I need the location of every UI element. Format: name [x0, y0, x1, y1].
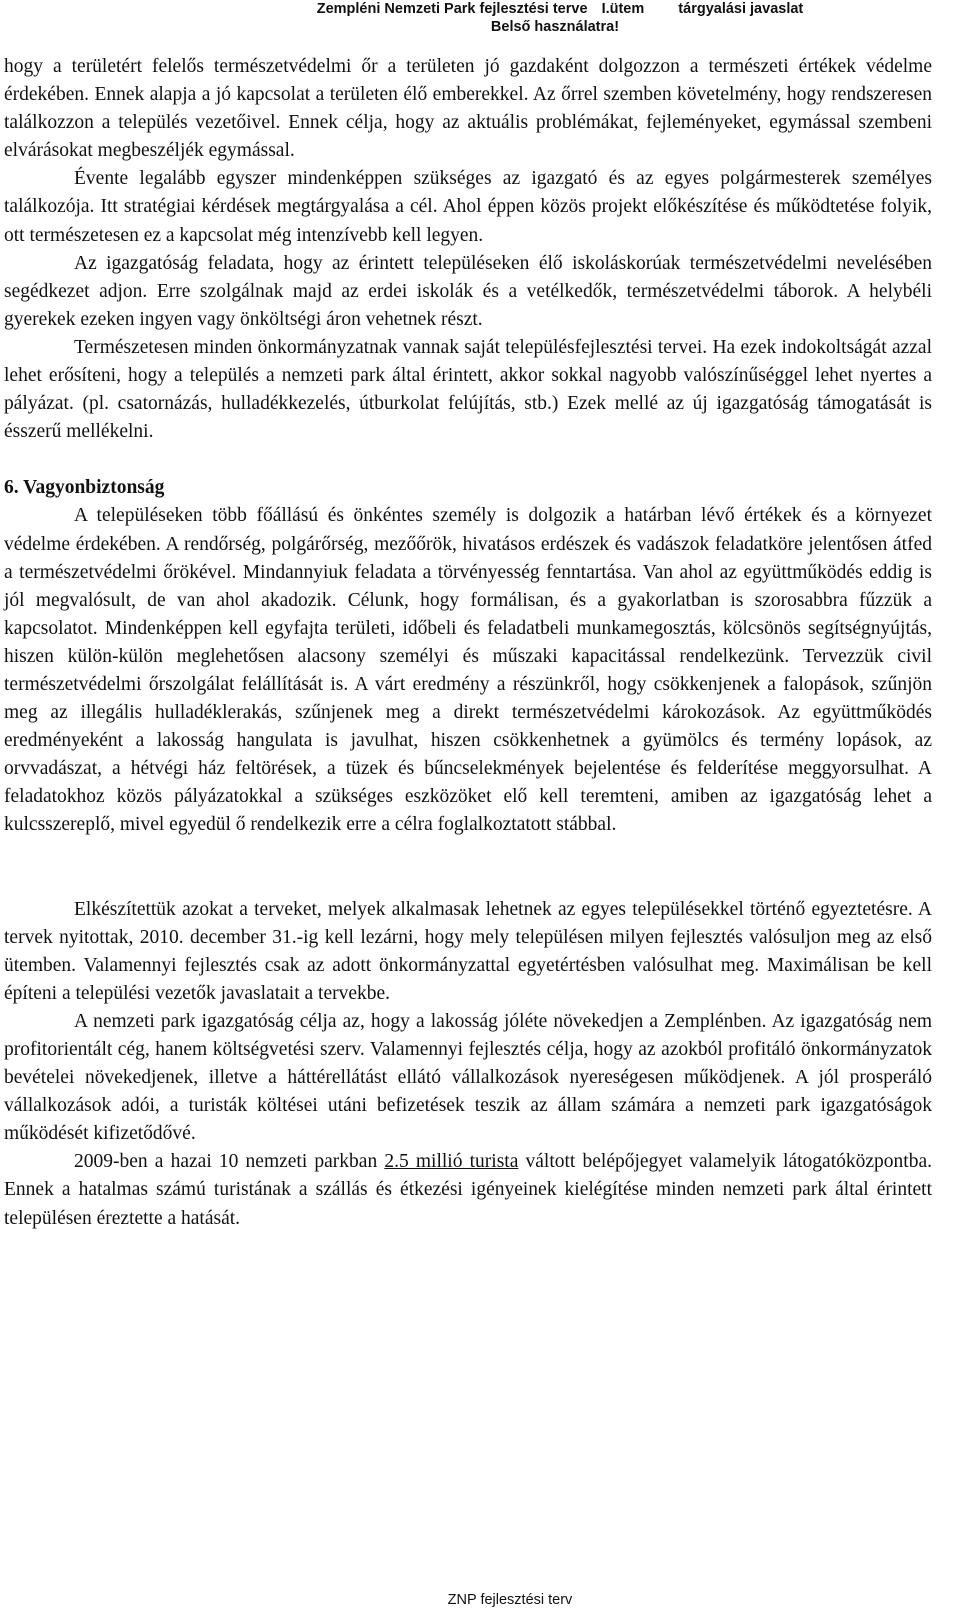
paragraph-1: hogy a területért felelős természetvédelmi őr a területen jó gazdaként dolgozzon a természeti értékek védelme érdekében. Ennek alapja a jó kapcsolat a területen élő emberekkel. Az őrrel szemben követelmény, hogy rendszeresen találkozzon a település vezetőivel. Ennek célja, hogy az aktuális problémákat, fejleményeket, egymással szembeni elvárásokat megbeszéljék egymással.: [4, 56, 932, 162]
header-note: Belső használatra!: [490, 19, 620, 35]
paragraph-2: Évente legalább egyszer mindenképpen szükséges az igazgató és az egyes polgármesterek személyes találkozója. Itt stratégiai kérdések megtárgyalása a cél. Ahol éppen közös projekt előkészítése és működtetése folyik, ott természetesen ez a kapcsolat még intenzívebb kell legyen.: [4, 168, 932, 246]
document-body: [4, 53, 932, 1233]
paragraph-5: A településeken több főállású és önkéntes személy is dolgozik a határban lévő értékek és a környezet védelme érdekében. A rendőrség, polgárőrség, mezőőrök, hivatásos erdészek és vadászok feladatköre jelentősen átfed a természetvédelmi őrökével. Mindannyiuk feladata a törvényesség fenntartása. Van ahol az együttműködés eddig is jól megvalósult, de van ahol akadozik. Célunk, hogy formálisan, és a gyakorlatban is szorosabbra fűzzük a kapcsolatot. Mindenképpen kell egyfajta területi, időbeli és feladatbeli munkamegosztás, kölcsönös segítségnyújtás, hiszen külön-külön meglehetősen alacsony személyi és műszaki kapacitással rendelkezünk. Tervezzük civil természetvédelmi őrszolgálat felállítását is. A várt eredmény a részünkről, hogy csökkenjenek a falopások, szűnjön meg az illegális hulladéklerakás, szűnjenek meg a direkt természetvédelmi károkozások. Az együttműködés eredményeként a lakosság hangulata is javulhat, hiszen csökkenhetnek a gyümölcs és termény lopások, az orvvadászat, a hétvégi ház feltörések, a tüzek és bűncselekmények bejelentése és felderítése meggyorsulhat. A feladatokhoz közös pályázatokkal a szükséges eszközöket elő kell teremteni, amiben az igazgatóság lehet a kulcsszereplő, mivel egyedül ő rendelkezik erre a célra foglalkoztatott stábbal.: [4, 505, 932, 836]
page-footer: ZNP fejlesztési terv: [447, 1592, 573, 1608]
spacer: [4, 840, 932, 896]
paragraph-3: Az igazgatóság feladata, hogy az érintett településeken élő iskoláskorúak természetvédelmi nevelésében segédkezet adjon. Erre szolgálnak majd az erdei iskolák és a vetélkedők, természetvédelmi táborok. A helybéli gyerekek ezeken ingyen vagy önköltségi áron vehetnek részt.: [4, 252, 932, 330]
paragraph-4: Természetesen minden önkormányzatnak vannak saját településfejlesztési tervei. Ha ezek indokoltságát azzal lehet erősíteni, hogy a település a nemzeti park által érintett, akkor sokkal nagyobb valószínűséggel lehet nyertes a pályázat. (pl. csatornázás, hulladékkezelés, útburkolat felújítás, stb.) Ezek mellé az új igazgatóság támogatását is ésszerű mellékelni.: [4, 336, 932, 443]
paragraph-8-start: 2009-ben a hazai 10 nemzeti parkban: [74, 1151, 385, 1173]
paragraph-6: Elkészítettük azokat a terveket, melyek alkalmasak lehetnek az egyes településekkel történő egyeztetésre. A tervek nyitottak, 2010. december 31.-ig kell lezárni, hogy mely településen milyen fejlesztés valósuljon meg az első ütemben. Valamennyi fejlesztés csak az adott önkormányzattal egyetértésben valósulhat meg. Maximálisan be kell építeni a települési vezetők javaslatait a tervekbe.: [4, 898, 932, 1004]
tourist-count-link[interactable]: 2.5 millió turista: [384, 1151, 519, 1173]
header-phase: I.ütem: [601, 1, 645, 17]
paragraph-8: [4, 1148, 932, 1232]
header-type: tárgyalási javaslat: [678, 1, 804, 17]
page-header: [0, 0, 960, 36]
paragraph-7: A nemzeti park igazgatóság célja az, hogy a lakosság jóléte növekedjen a Zemplénben. Az igazgatóság nem profitorientált cég, hanem költségvetési szerv. Valamennyi fejlesztés célja, hogy az azokból profitáló önkormányzatok bevételei növekedjenek, illetve a háttérellátást ellátó vállalkozások nyereségesen működjenek. A jól prosperáló vállalkozások adói, a turisták költései utáni befizetések teszik az állam számára a nemzeti park igazgatóságok működését kifizetődővé.: [4, 1010, 932, 1145]
header-title: Zempléni Nemzeti Park fejlesztési terve: [316, 1, 588, 17]
paragraph-8-end: váltott belépőjegyet valamelyik látogatóközpontba. Ennek a hatalmas számú turistának a szállás és étkezési igényeinek kielégítése minden nemzeti park által érintett településen éreztette a hatását.: [4, 1151, 932, 1229]
section-heading: 6. Vagyonbiztonság: [4, 477, 165, 499]
